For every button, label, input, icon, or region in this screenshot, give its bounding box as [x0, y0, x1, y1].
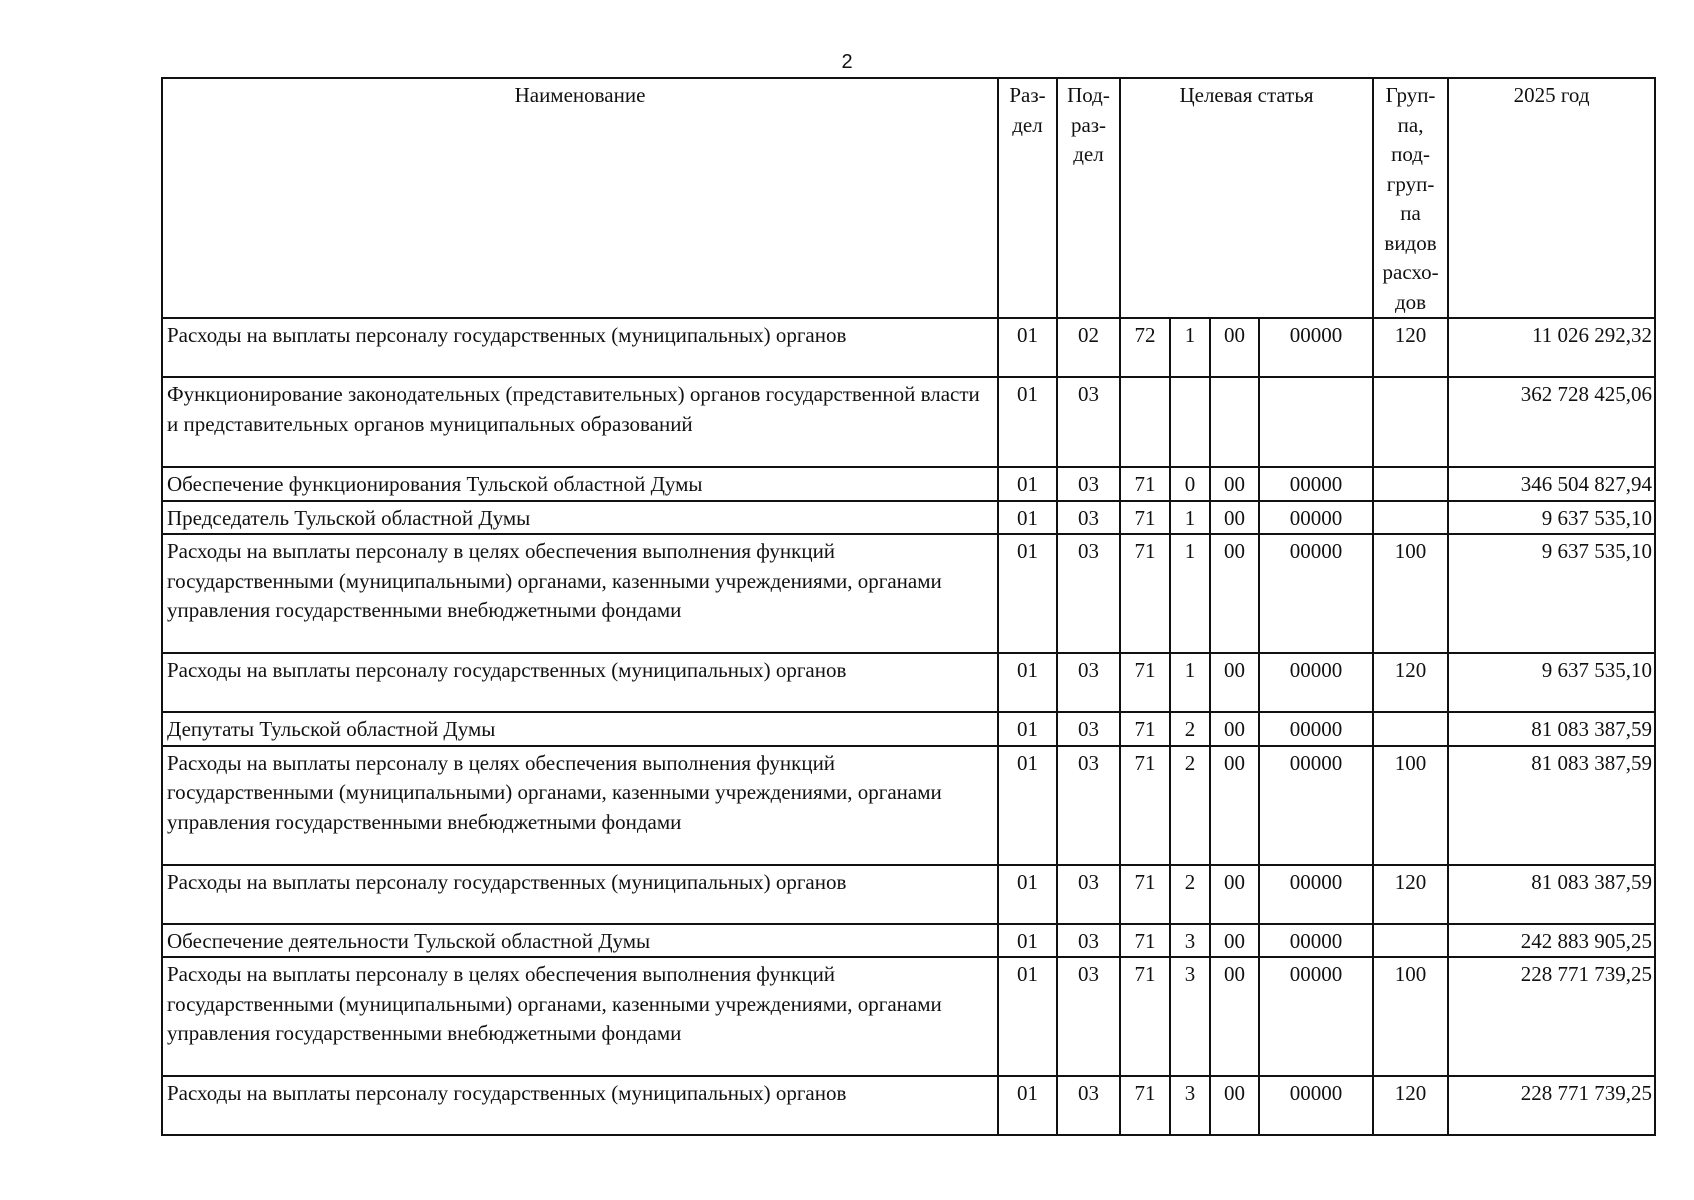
- header-group-line: Груп-: [1385, 83, 1436, 107]
- table-row: [162, 865, 1655, 924]
- header-target-article: Целевая статья: [1120, 78, 1373, 318]
- row-target-subprogram: 3: [1170, 957, 1210, 1076]
- row-section: 01: [998, 653, 1057, 712]
- row-target-subprogram: 1: [1170, 318, 1210, 377]
- row-target-program: 71: [1120, 534, 1170, 653]
- row-target-direction: 00: [1210, 534, 1259, 653]
- row-target-code: 00000: [1259, 534, 1373, 653]
- row-subsection: 03: [1057, 1076, 1120, 1135]
- row-section: 01: [998, 467, 1057, 501]
- row-target-code: 00000: [1259, 501, 1373, 535]
- row-expense-group: 100: [1373, 746, 1448, 865]
- row-target-subprogram: 1: [1170, 653, 1210, 712]
- row-subsection: 03: [1057, 957, 1120, 1076]
- row-target-direction: 00: [1210, 865, 1259, 924]
- header-subsection-line: дел: [1073, 142, 1104, 166]
- row-amount: 362 728 425,06: [1448, 377, 1655, 467]
- header-subsection-line: раз-: [1070, 112, 1107, 137]
- row-expense-group: [1373, 924, 1448, 958]
- row-target-subprogram: 2: [1170, 712, 1210, 746]
- header-section-line: дел: [1012, 112, 1043, 137]
- row-target-direction: 00: [1210, 318, 1259, 377]
- table-row: [162, 924, 1655, 958]
- row-target-program: 72: [1120, 318, 1170, 377]
- row-name: Расходы на выплаты персоналу государственных (муниципальных) органов: [162, 653, 998, 712]
- row-name: Расходы на выплаты персоналу в целях обеспечения выполнения функций государственными (муниципальными) органами, казенными учреждениями, органами управления государственными внебюджетными фондами: [162, 534, 998, 653]
- row-amount: 81 083 387,59: [1448, 712, 1655, 746]
- header-group-line: расхо-: [1382, 260, 1439, 284]
- row-expense-group: [1373, 377, 1448, 467]
- table-row: [162, 746, 1655, 865]
- row-subsection: 03: [1057, 924, 1120, 958]
- row-target-subprogram: 0: [1170, 467, 1210, 501]
- row-expense-group: 100: [1373, 957, 1448, 1076]
- row-amount: 228 771 739,25: [1448, 957, 1655, 1076]
- row-target-program: 71: [1120, 653, 1170, 712]
- table-row: [162, 1076, 1655, 1135]
- row-name: Депутаты Тульской областной Думы: [162, 712, 998, 746]
- row-target-program: 71: [1120, 957, 1170, 1076]
- row-subsection: 02: [1057, 318, 1120, 377]
- row-amount: 346 504 827,94: [1448, 467, 1655, 501]
- row-expense-group: [1373, 712, 1448, 746]
- header-group-line: груп-: [1386, 171, 1435, 196]
- row-target-code: 00000: [1259, 712, 1373, 746]
- row-target-direction: 00: [1210, 746, 1259, 865]
- row-target-direction: 00: [1210, 712, 1259, 746]
- row-target-subprogram: 1: [1170, 501, 1210, 535]
- table-row: [162, 712, 1655, 746]
- row-subsection: 03: [1057, 865, 1120, 924]
- row-target-code: 00000: [1259, 653, 1373, 712]
- row-target-code: [1259, 377, 1373, 467]
- row-name: Расходы на выплаты персоналу государственных (муниципальных) органов: [162, 1076, 998, 1135]
- row-name: Расходы на выплаты персоналу государственных (муниципальных) органов: [162, 865, 998, 924]
- row-amount: 9 637 535,10: [1448, 501, 1655, 535]
- row-section: 01: [998, 865, 1057, 924]
- row-amount: 11 026 292,32: [1448, 318, 1655, 377]
- header-row: [162, 78, 1655, 318]
- header-group-line: под-: [1391, 142, 1430, 166]
- row-subsection: 03: [1057, 653, 1120, 712]
- header-section-line: Раз-: [1009, 83, 1046, 107]
- row-amount: 242 883 905,25: [1448, 924, 1655, 958]
- row-target-program: [1120, 377, 1170, 467]
- row-target-code: 00000: [1259, 924, 1373, 958]
- header-group-line: па,: [1397, 112, 1424, 137]
- row-target-subprogram: 2: [1170, 865, 1210, 924]
- row-amount: 9 637 535,10: [1448, 653, 1655, 712]
- row-section: 01: [998, 712, 1057, 746]
- row-amount: 81 083 387,59: [1448, 746, 1655, 865]
- row-target-program: 71: [1120, 501, 1170, 535]
- row-target-program: 71: [1120, 1076, 1170, 1135]
- row-subsection: 03: [1057, 746, 1120, 865]
- row-name: Обеспечение деятельности Тульской областной Думы: [162, 924, 998, 958]
- header-subsection: [1057, 78, 1120, 318]
- row-target-direction: 00: [1210, 957, 1259, 1076]
- row-section: 01: [998, 534, 1057, 653]
- header-group-line: па: [1400, 201, 1421, 225]
- row-target-direction: [1210, 377, 1259, 467]
- row-section: 01: [998, 924, 1057, 958]
- row-name: Функционирование законодательных (представительных) органов государственной власти и представительных органов муниципальных образований: [162, 377, 998, 467]
- row-amount: 228 771 739,25: [1448, 1076, 1655, 1135]
- table-row: [162, 467, 1655, 501]
- row-subsection: 03: [1057, 712, 1120, 746]
- table-row: [162, 653, 1655, 712]
- row-subsection: 03: [1057, 467, 1120, 501]
- row-target-direction: 00: [1210, 653, 1259, 712]
- row-amount: 81 083 387,59: [1448, 865, 1655, 924]
- row-target-code: 00000: [1259, 746, 1373, 865]
- row-section: 01: [998, 1076, 1057, 1135]
- row-expense-group: 120: [1373, 653, 1448, 712]
- row-name: Председатель Тульской областной Думы: [162, 501, 998, 535]
- row-target-code: 00000: [1259, 467, 1373, 501]
- row-expense-group: 120: [1373, 865, 1448, 924]
- row-name: Расходы на выплаты персоналу государственных (муниципальных) органов: [162, 318, 998, 377]
- row-amount: 9 637 535,10: [1448, 534, 1655, 653]
- row-name: Обеспечение функционирования Тульской областной Думы: [162, 467, 998, 501]
- header-section: [998, 78, 1057, 318]
- header-group-line: видов: [1384, 230, 1437, 255]
- budget-table: [161, 77, 1656, 1136]
- row-target-program: 71: [1120, 712, 1170, 746]
- row-target-direction: 00: [1210, 924, 1259, 958]
- table-row: [162, 501, 1655, 535]
- header-group-line: дов: [1394, 289, 1427, 314]
- row-target-program: 71: [1120, 467, 1170, 501]
- row-expense-group: 120: [1373, 1076, 1448, 1135]
- row-target-direction: 00: [1210, 501, 1259, 535]
- table-row: [162, 318, 1655, 377]
- row-target-subprogram: 1: [1170, 534, 1210, 653]
- page-number: 2: [841, 51, 853, 73]
- row-target-code: 00000: [1259, 1076, 1373, 1135]
- table-row: [162, 377, 1655, 467]
- row-expense-group: [1373, 501, 1448, 535]
- row-section: 01: [998, 957, 1057, 1076]
- row-name: Расходы на выплаты персоналу в целях обеспечения выполнения функций государственными (муниципальными) органами, казенными учреждениями, органами управления государственными внебюджетными фондами: [162, 746, 998, 865]
- row-section: 01: [998, 746, 1057, 865]
- row-target-code: 00000: [1259, 318, 1373, 377]
- header-subsection-line: Под-: [1067, 83, 1110, 107]
- row-expense-group: [1373, 467, 1448, 501]
- table-row: [162, 957, 1655, 1076]
- row-section: 01: [998, 501, 1057, 535]
- row-target-program: 71: [1120, 865, 1170, 924]
- header-expense-group: [1373, 78, 1448, 318]
- row-target-direction: 00: [1210, 467, 1259, 501]
- row-section: 01: [998, 377, 1057, 467]
- header-year: 2025 год: [1448, 78, 1655, 318]
- header-name: Наименование: [162, 78, 998, 318]
- row-target-code: 00000: [1259, 957, 1373, 1076]
- row-expense-group: 100: [1373, 534, 1448, 653]
- row-expense-group: 120: [1373, 318, 1448, 377]
- row-target-program: 71: [1120, 924, 1170, 958]
- row-target-subprogram: 3: [1170, 1076, 1210, 1135]
- row-section: 01: [998, 318, 1057, 377]
- row-subsection: 03: [1057, 501, 1120, 535]
- table-row: [162, 534, 1655, 653]
- row-target-program: 71: [1120, 746, 1170, 865]
- row-subsection: 03: [1057, 377, 1120, 467]
- row-subsection: 03: [1057, 534, 1120, 653]
- row-name: Расходы на выплаты персоналу в целях обеспечения выполнения функций государственными (муниципальными) органами, казенными учреждениями, органами управления государственными внебюджетными фондами: [162, 957, 998, 1076]
- row-target-code: 00000: [1259, 865, 1373, 924]
- row-target-subprogram: [1170, 377, 1210, 467]
- row-target-direction: 00: [1210, 1076, 1259, 1135]
- row-target-subprogram: 2: [1170, 746, 1210, 865]
- row-target-subprogram: 3: [1170, 924, 1210, 958]
